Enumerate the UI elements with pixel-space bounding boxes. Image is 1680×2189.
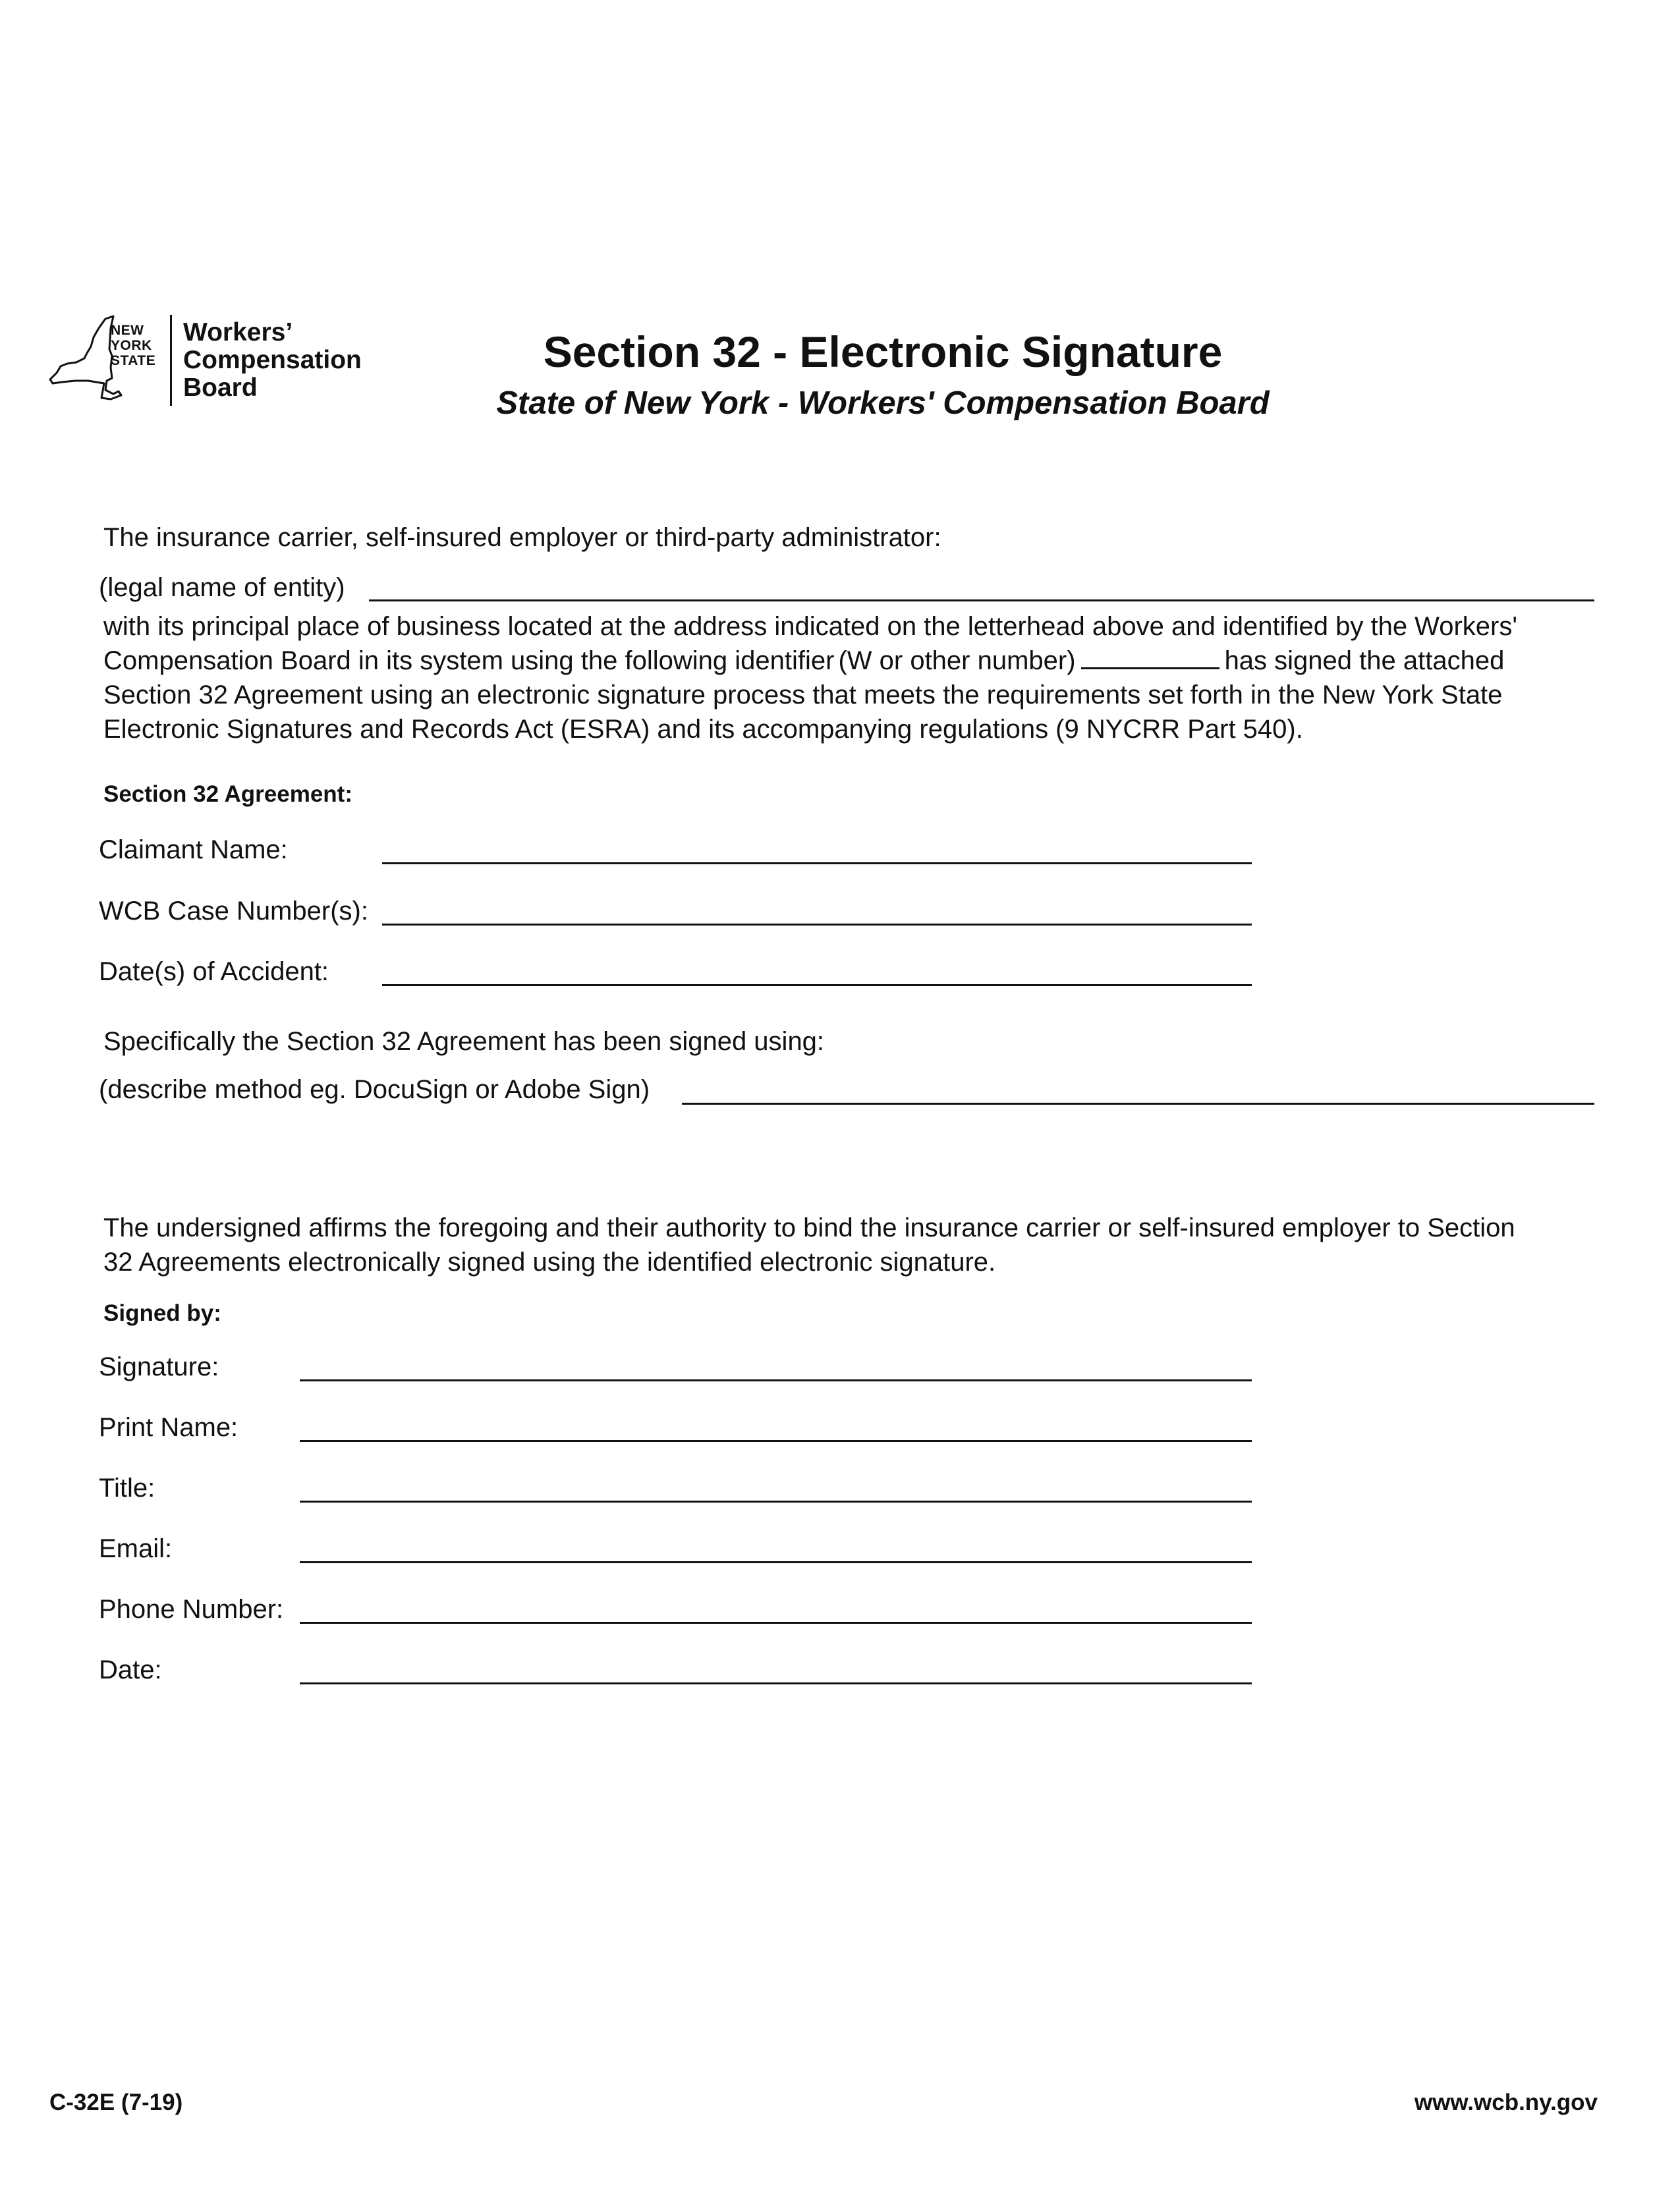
email-field[interactable] [300, 1561, 1252, 1563]
agreement-heading: Section 32 Agreement: [103, 781, 352, 807]
page-subtitle: State of New York - Workers' Compensation Board [496, 385, 1270, 421]
intro-line: with its principal place of business located at the address indicated on the letterhead above and identified by the Workers' [103, 612, 1517, 641]
intro-line-part: (W or other number) [838, 646, 1076, 675]
page-title: Section 32 - Electronic Signature [543, 327, 1223, 376]
method-intro: Specifically the Section 32 Agreement has been signed using: [103, 1027, 825, 1056]
field-label: WCB Case Number(s): [99, 897, 368, 926]
signed-by-heading: Signed by: [103, 1300, 221, 1326]
field-label: Phone Number: [99, 1595, 284, 1624]
phone-number-field[interactable] [300, 1622, 1252, 1624]
affirmation-paragraph [103, 1211, 1592, 1279]
logo-agency-line: Compensation [183, 346, 362, 374]
website-link[interactable]: www.wcb.ny.gov [1414, 2090, 1598, 2115]
field-label: Date(s) of Accident: [99, 957, 329, 986]
intro-line-part: has signed the attached [1224, 646, 1505, 675]
date-field[interactable] [300, 1682, 1252, 1684]
logo-agency-line: Board [183, 374, 258, 402]
entity-type-line: The insurance carrier, self-insured employer or third-party administrator: [103, 523, 941, 552]
field-label: Date: [99, 1655, 162, 1684]
wcb-case-number-field[interactable] [382, 924, 1252, 926]
claimant-name-field[interactable] [382, 862, 1252, 864]
title-field[interactable] [300, 1501, 1252, 1503]
logo-state-line: YORK [111, 338, 152, 353]
affirmation-line: The undersigned affirms the foregoing and their authority to bind the insurance carrier or self-insured employer to Section [103, 1213, 1515, 1242]
date-of-accident-field[interactable] [382, 984, 1252, 986]
signature-field[interactable] [300, 1379, 1252, 1381]
intro-line: Section 32 Agreement using an electronic signature process that meets the requirements set forth in the New York State [103, 680, 1503, 709]
form-code: C-32E (7-19) [49, 2090, 183, 2115]
field-label: Claimant Name: [99, 835, 288, 864]
logo-state-line: NEW [111, 323, 144, 338]
logo-state-line: STATE [111, 353, 156, 368]
intro-paragraph [103, 609, 1592, 746]
intro-line-part: Compensation Board in its system using the following identifier [103, 646, 835, 675]
intro-line [103, 644, 1592, 678]
identifier-field[interactable] [1081, 644, 1219, 669]
field-label: Print Name: [99, 1413, 238, 1442]
field-label: Email: [99, 1534, 173, 1563]
signature-method-field[interactable] [682, 1103, 1594, 1105]
field-label: Title: [99, 1474, 155, 1503]
print-name-field[interactable] [300, 1440, 1252, 1442]
affirmation-line: 32 Agreements electronically signed using the identified electronic signature. [103, 1248, 996, 1277]
method-label: (describe method eg. DocuSign or Adobe Sign) [99, 1075, 650, 1104]
field-label: Signature: [99, 1352, 219, 1381]
logo-agency-line: Workers’ [183, 318, 293, 346]
legal-name-field[interactable] [369, 599, 1594, 601]
intro-line: Electronic Signatures and Records Act (ESRA) and its accompanying regulations (9 NYCRR Part 540). [103, 715, 1303, 744]
legal-name-label: (legal name of entity) [99, 573, 345, 602]
